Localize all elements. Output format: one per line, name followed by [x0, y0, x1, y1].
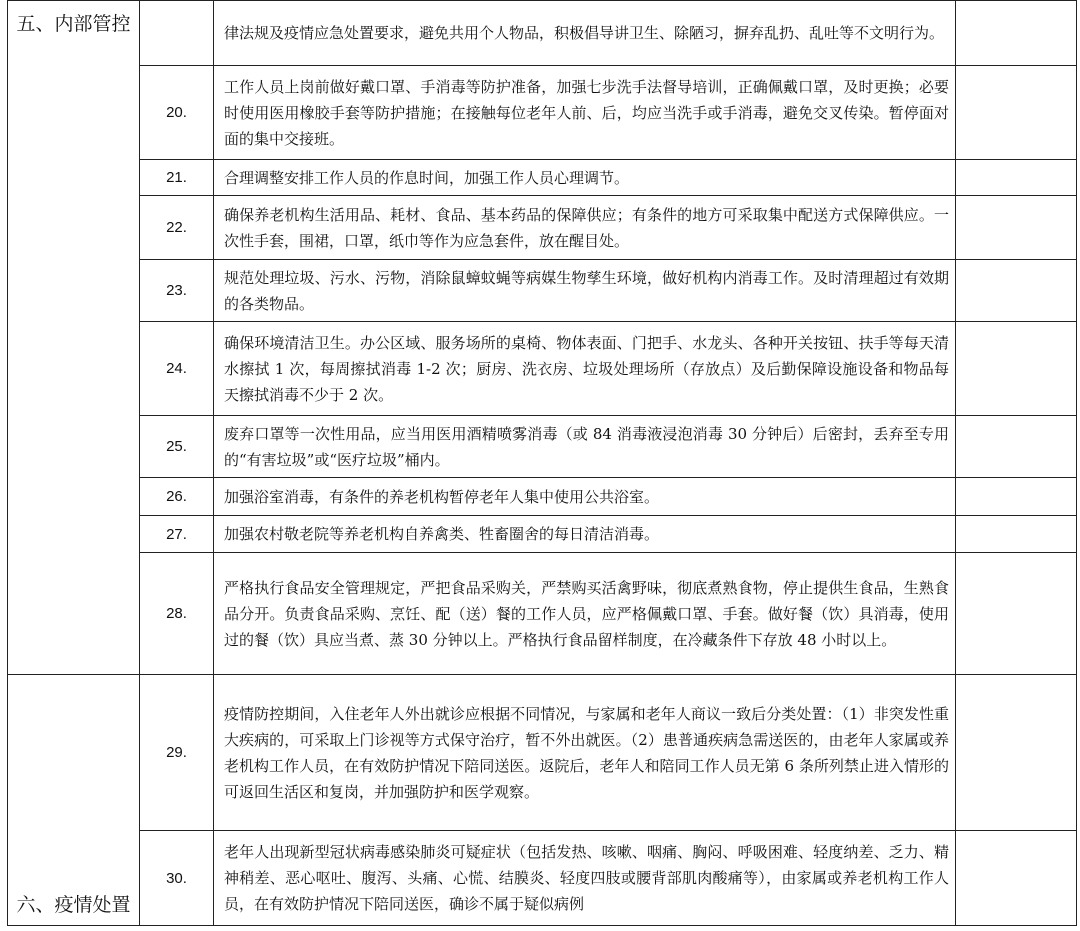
item-number: 23.	[140, 260, 214, 322]
remarks-cell	[956, 416, 1077, 478]
item-number	[140, 1, 214, 66]
item-number: 27.	[140, 516, 214, 553]
section-title-epidemic-handling: 六、疫情处置	[8, 675, 140, 926]
section-title-internal-control: 五、内部管控	[8, 1, 140, 675]
remarks-cell	[956, 675, 1077, 831]
remarks-cell	[956, 160, 1077, 196]
remarks-cell	[956, 260, 1077, 322]
item-number: 29.	[140, 675, 214, 831]
table-row	[8, 416, 1077, 478]
remarks-cell	[956, 196, 1077, 260]
item-text: 废弃口罩等一次性用品，应当用医用酒精喷雾消毒（或 84 消毒液浸泡消毒 30 分钟后）后密封，丢弃至专用的“有害垃圾”或“医疗垃圾”桶内。	[214, 416, 956, 478]
table-row	[8, 160, 1077, 196]
item-text: 律法规及疫情应急处置要求，避免共用个人物品，积极倡导讲卫生、除陋习，摒弃乱扔、乱吐等不文明行为。	[214, 1, 956, 66]
table-row	[8, 260, 1077, 322]
table-row	[8, 66, 1077, 160]
table-row	[8, 675, 1077, 831]
remarks-cell	[956, 322, 1077, 416]
remarks-cell	[956, 478, 1077, 516]
item-text: 老年人出现新型冠状病毒感染肺炎可疑症状（包括发热、咳嗽、咽痛、胸闷、呼吸困难、轻度纳差、乏力、精神稍差、恶心呕吐、腹泻、头痛、心慌、结膜炎、轻度四肢或腰背部肌肉酸痛等），由家属或养老机构工作人员，在有效防护情况下陪同送医，确诊不属于疑似病例	[214, 831, 956, 926]
remarks-cell	[956, 66, 1077, 160]
item-number: 22.	[140, 196, 214, 260]
item-number: 25.	[140, 416, 214, 478]
table-row	[8, 516, 1077, 553]
item-number: 26.	[140, 478, 214, 516]
item-text: 规范处理垃圾、污水、污物，消除鼠蟑蚊蝇等病媒生物孳生环境，做好机构内消毒工作。及时清理超过有效期的各类物品。	[214, 260, 956, 322]
item-text: 加强浴室消毒，有条件的养老机构暂停老年人集中使用公共浴室。	[214, 478, 956, 516]
item-number: 24.	[140, 322, 214, 416]
table-row	[8, 1, 1077, 66]
remarks-cell	[956, 831, 1077, 926]
item-number: 20.	[140, 66, 214, 160]
item-number: 30.	[140, 831, 214, 926]
item-number: 21.	[140, 160, 214, 196]
item-text: 加强农村敬老院等养老机构自养禽类、牲畜圈舍的每日清洁消毒。	[214, 516, 956, 553]
item-text: 确保养老机构生活用品、耗材、食品、基本药品的保障供应；有条件的地方可采取集中配送方式保障供应。一次性手套，围裙，口罩，纸巾等作为应急套件，放在醒目处。	[214, 196, 956, 260]
item-text: 疫情防控期间，入住老年人外出就诊应根据不同情况，与家属和老年人商议一致后分类处置：（1）非突发性重大疾病的，可采取上门诊视等方式保守治疗，暂不外出就医。（2）患普通疾病急需送医的，由老年人家属或养老机构工作人员，在有效防护情况下陪同送医。返院后，老年人和陪同工作人员无第 6 条所列禁止进入情形的可返回生活区和复岗，并加强防护和医学观察。	[214, 675, 956, 831]
remarks-cell	[956, 1, 1077, 66]
table-row	[8, 553, 1077, 675]
item-number: 28.	[140, 553, 214, 675]
item-text: 合理调整安排工作人员的作息时间，加强工作人员心理调节。	[214, 160, 956, 196]
table-row	[8, 478, 1077, 516]
table-row	[8, 196, 1077, 260]
table-row	[8, 322, 1077, 416]
item-text: 严格执行食品安全管理规定，严把食品采购关，严禁购买活禽野味，彻底煮熟食物，停止提供生食品，生熟食品分开。负责食品采购、烹饪、配（送）餐的工作人员，应严格佩戴口罩、手套。做好餐（饮）具消毒，使用过的餐（饮）具应当煮、蒸 30 分钟以上。严格执行食品留样制度，在冷藏条件下存放 48 小时以上。	[214, 553, 956, 675]
item-text: 工作人员上岗前做好戴口罩、手消毒等防护准备，加强七步洗手法督导培训，正确佩戴口罩，及时更换；必要时使用医用橡胶手套等防护措施；在接触每位老年人前、后，均应当洗手或手消毒，避免交叉传染。暂停面对面的集中交接班。	[214, 66, 956, 160]
item-text: 确保环境清洁卫生。办公区域、服务场所的桌椅、物体表面、门把手、水龙头、各种开关按钮、扶手等每天清水擦拭 1 次，每周擦拭消毒 1-2 次；厨房、洗衣房、垃圾处理场所（存放点）及后勤保障设施设备和物品每天擦拭消毒不少于 2 次。	[214, 322, 956, 416]
measures-table	[7, 0, 1077, 926]
remarks-cell	[956, 553, 1077, 675]
table-row	[8, 831, 1077, 926]
remarks-cell	[956, 516, 1077, 553]
